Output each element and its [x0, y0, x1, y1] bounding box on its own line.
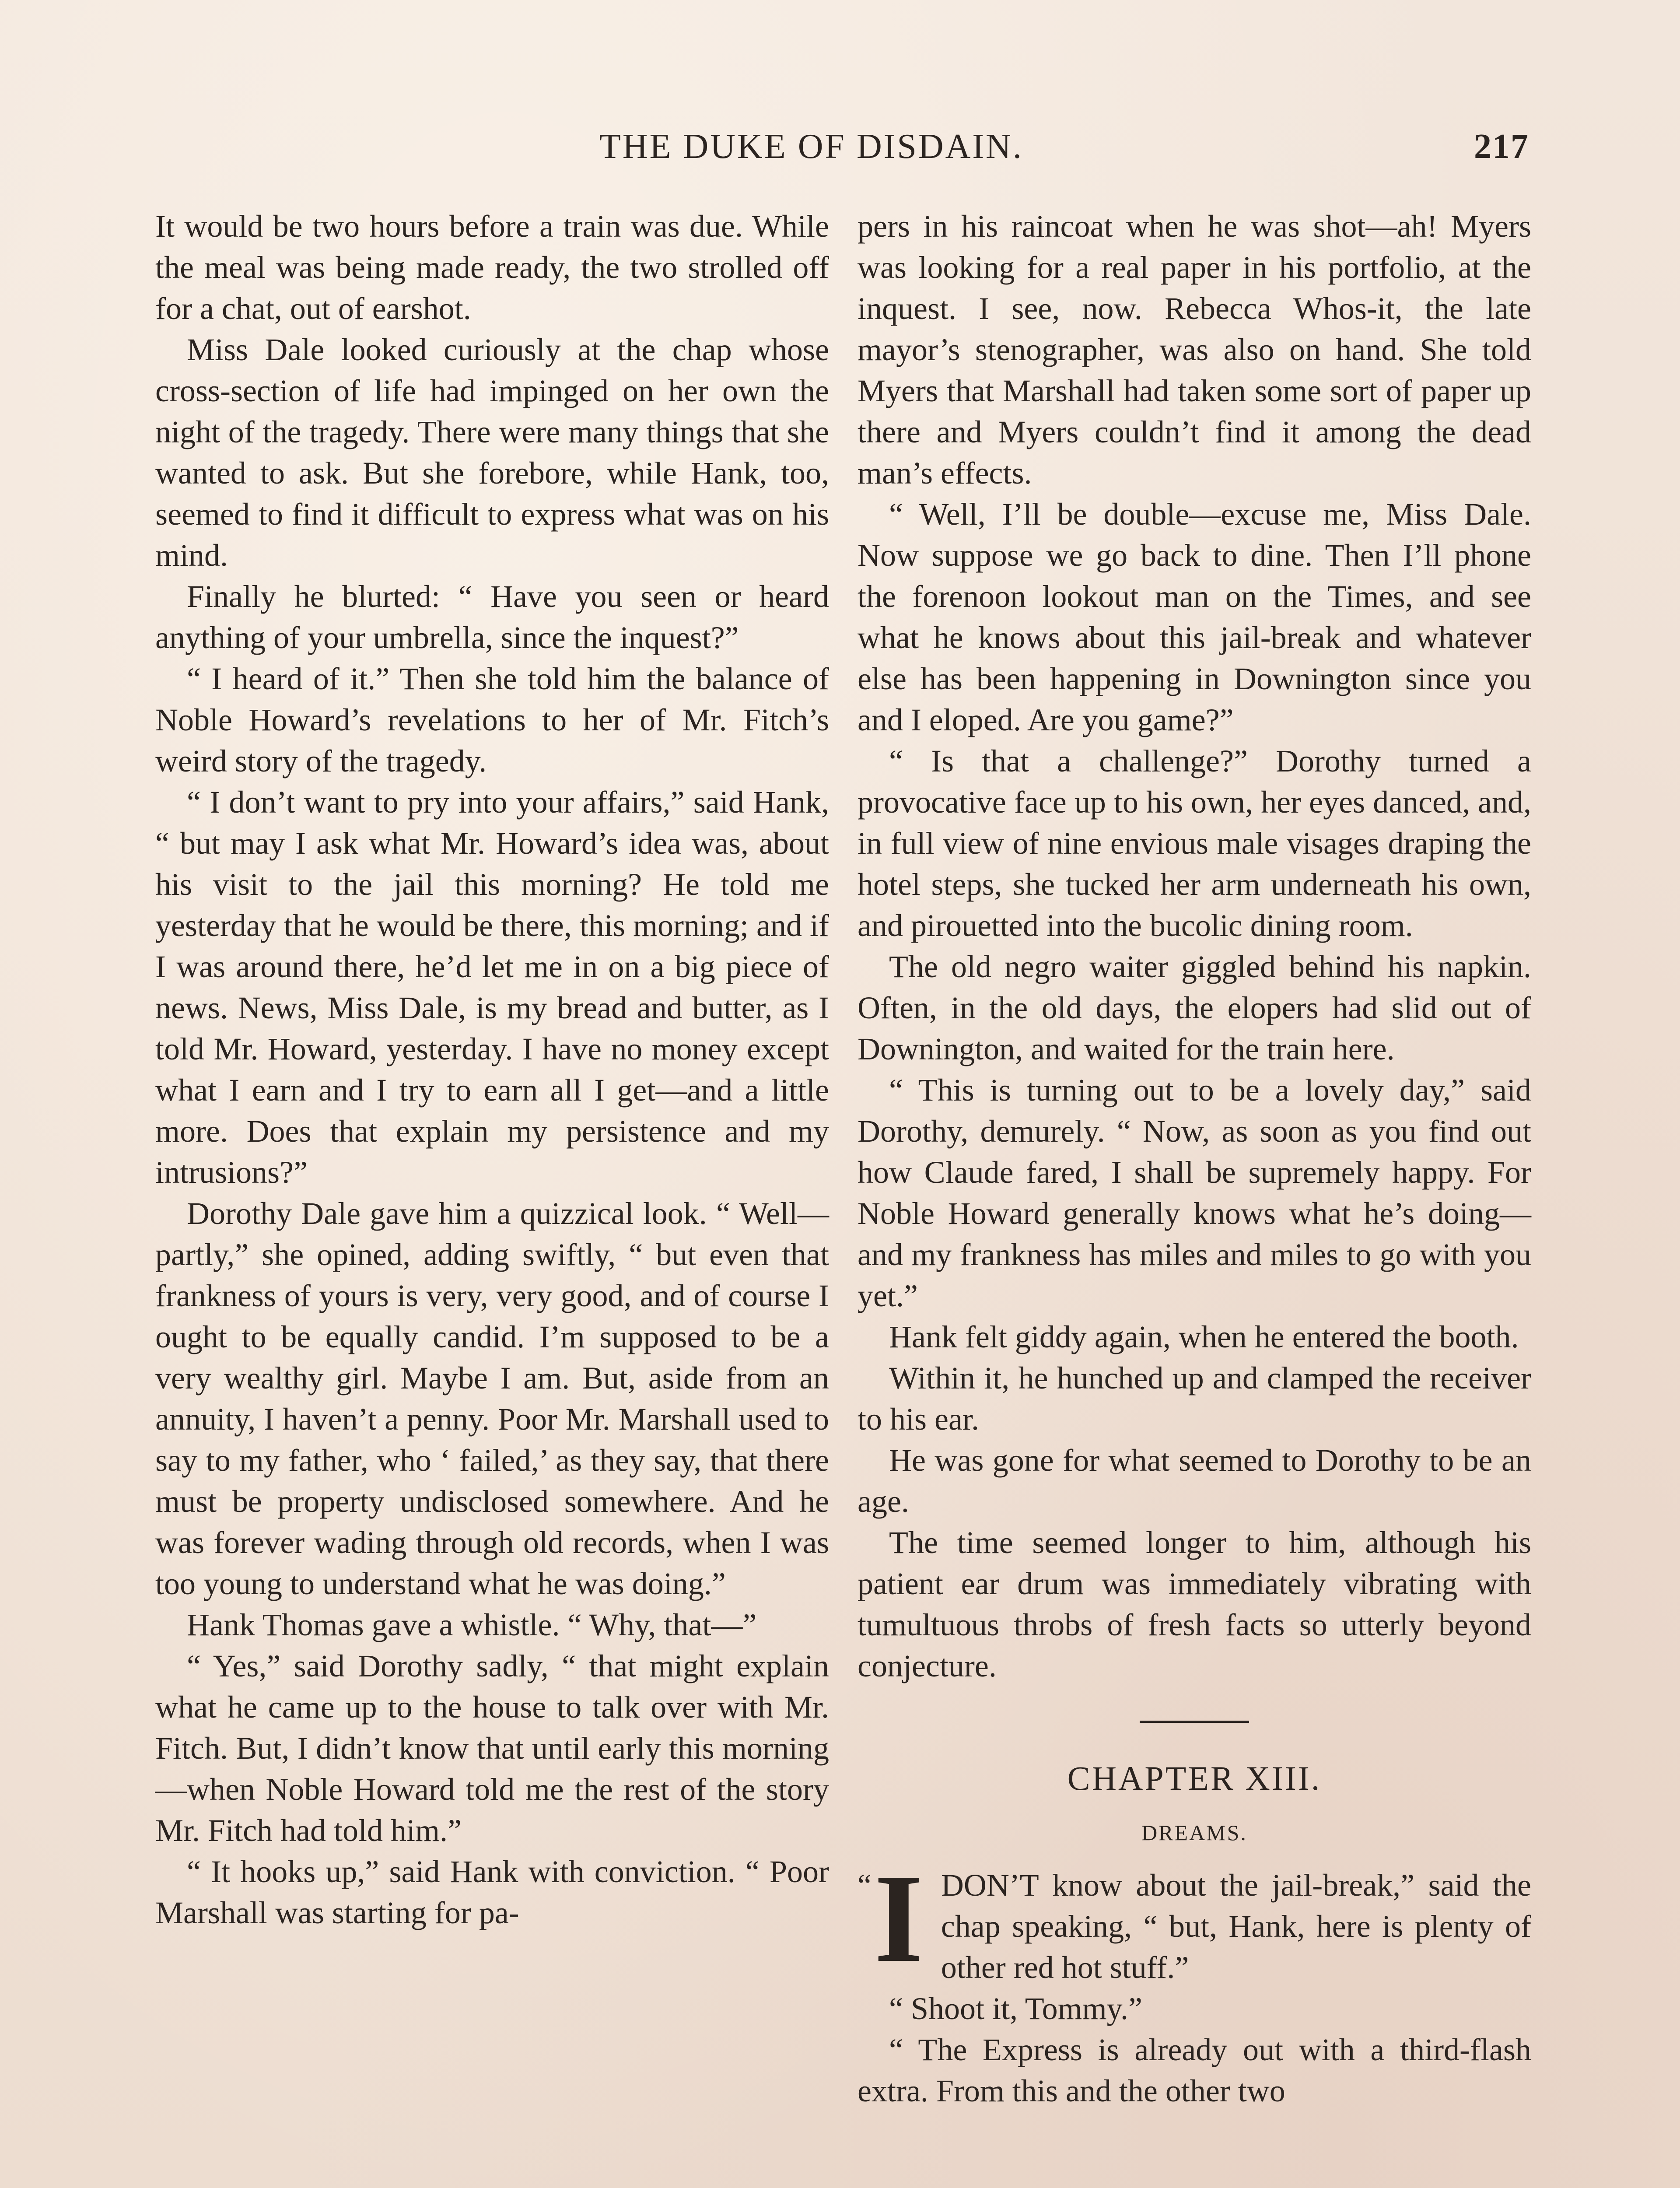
right-column: [858, 206, 1531, 2111]
paragraph: The time seemed longer to him, although his patient ear drum was immediately vibrating with tumultuous throbs of fresh facts so utterly beyond conjecture.: [858, 1525, 1531, 1683]
left-column: [155, 206, 829, 1933]
paragraph: “ I heard of it.” Then she told him the balance of Noble Howard’s revelations to her of Mr. Fitch’s weird story of the tragedy.: [155, 661, 829, 778]
chapter-title: CHAPTER XIII.: [1067, 1759, 1322, 1797]
paragraph: Miss Dale looked curiously at the chap whose cross-section of life had impinged on her own the night of the tragedy. There were many things that she wanted to ask. But she forebore, while Hank, too, seemed to find it difficult to express what was on his mind.: [155, 332, 829, 573]
paragraph: “ Is that a challenge?” Dorothy turned a provocative face up to his own, her eyes danced, and, in full view of nine envious male visages draping the hotel steps, she tucked her arm underneath his own, and pirouetted into the bucolic dining room.: [858, 743, 1531, 943]
paragraph: “ Shoot it, Tommy.”: [889, 1991, 1142, 2026]
paragraph: “ This is turning out to be a lovely day,” said Dorothy, demurely. “ Now, as soon as you find out how Claude fared, I shall be supremely happy. For Noble Howard generally knows what he’s doing—and my frankness has miles and miles to go with you yet.”: [858, 1073, 1531, 1313]
paragraph: “ I don’t want to pry into your affairs,” said Hank, “ but may I ask what Mr. Howard’s idea was, about his visit to the jail this morning? He told me yesterday that he would be there, this morning; and if I was around there, he’d let me in on a big piece of news. News, Miss Dale, is my bread and butter, as I told Mr. Howard, yesterday. I have no money except what I earn and I try to earn all I get—and a little more. Does that explain my persistence and my intrusions?”: [155, 785, 829, 1190]
paragraph: “ The Express is already out with a third-flash extra. From this and the other two: [858, 2032, 1531, 2108]
paragraph: The old negro waiter giggled behind his napkin. Often, in the old days, the elopers had slid out of Downington, and waited for the train here.: [858, 949, 1531, 1066]
paragraph: Finally he blurted: “ Have you seen or heard anything of your umbrella, since the inquest?”: [155, 579, 829, 655]
paragraph: It would be two hours before a train was due. While the meal was being made ready, the two strolled off for a chat, out of earshot.: [155, 209, 829, 326]
chapter-subtitle: DREAMS.: [1141, 1820, 1247, 1845]
paragraph: “ Yes,” said Dorothy sadly, “ that might explain what he came up to the house to talk over with Mr. Fitch. But, I didn’t know that until early this morning—when Noble Howard told me the rest of the story Mr. Fitch had told him.”: [155, 1648, 829, 1848]
opening-quote: “: [858, 1868, 872, 1903]
paragraph: Within it, he hunched up and clamped the receiver to his ear.: [858, 1360, 1531, 1437]
paragraph: He was gone for what seemed to Dorothy to be an age.: [858, 1443, 1531, 1519]
page-header: [158, 127, 1529, 179]
paragraph: Hank Thomas gave a whistle. “ Why, that—”: [187, 1607, 757, 1642]
chapter-opening-text: DON’T know about the jail-break,” said the chap speaking, “ but, Hank, here is plenty of other red hot stuff.”: [941, 1868, 1531, 1985]
running-title: THE DUKE OF DISDAIN.: [599, 127, 1023, 166]
chapter-opening-paragraph: [858, 1848, 1531, 1988]
page-number: 217: [1474, 127, 1529, 166]
paragraph: Hank felt giddy again, when he entered the booth.: [889, 1319, 1519, 1354]
paragraph: “ It hooks up,” said Hank with conviction. “ Poor Marshall was starting for pa-: [155, 1854, 829, 1930]
paragraph: pers in his raincoat when he was shot—ah! Myers was looking for a real paper in his portfolio, at the inquest. I see, now. Rebecca Whos-it, the late mayor’s stenographer, was also on hand. She told Myers that Marshall had taken some sort of paper up there and Myers couldn’t find it among the dead man’s effects.: [858, 209, 1531, 491]
section-divider: [1140, 1721, 1249, 1723]
paragraph: “ Well, I’ll be double—excuse me, Miss Dale. Now suppose we go back to dine. Then I’ll phone the forenoon lookout man on the Times, and see what he knows about this jail-break and whatever else has been happening in Downington since you and I eloped. Are you game?”: [858, 497, 1531, 737]
paragraph: Dorothy Dale gave him a quizzical look. “ Well—partly,” she opined, adding swiftly, “ but even that frankness of yours is very, very good, and of course I ought to be equally candid. I’m supposed to be a very wealthy girl. Maybe I am. But, aside from an annuity, I haven’t a penny. Poor Mr. Marshall used to say to my father, who ‘ failed,’ as they say, that there must be property undisclosed somewhere. And he was forever wading through old records, when I was too young to understand what he was doing.”: [155, 1196, 829, 1601]
drop-cap: I: [874, 1848, 924, 1988]
